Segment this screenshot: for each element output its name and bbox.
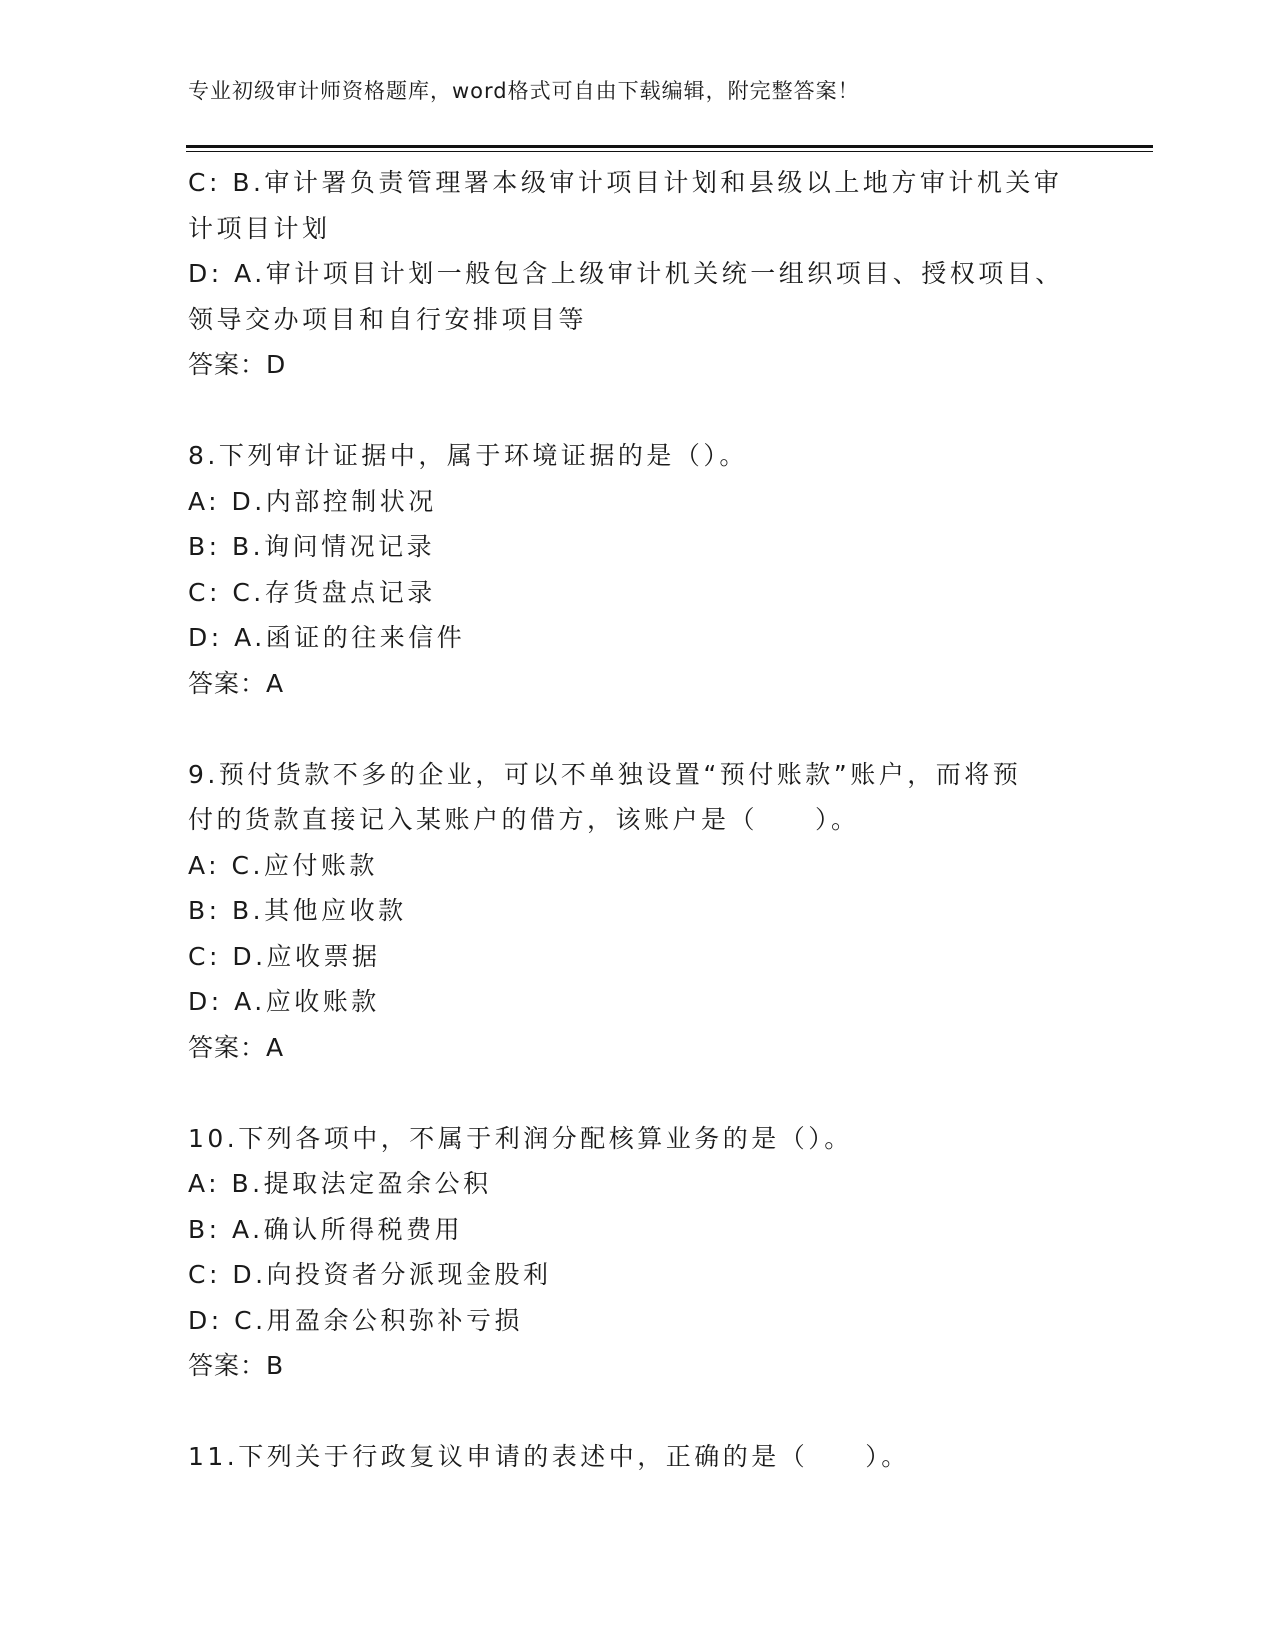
option-b: B: A.确认所得税费用	[188, 1214, 464, 1244]
question-8	[188, 433, 1088, 706]
header-rule-thin	[186, 151, 1153, 152]
option-c: C: D.应收票据	[188, 941, 381, 971]
question-stem: 11.下列关于行政复议申请的表述中，正确的是（ ）。	[188, 1442, 910, 1471]
option-c: C: B.审计署负责管理署本级审计项目计划和县级以上地方审计机关审	[188, 168, 1063, 197]
header-rule-thick	[186, 145, 1153, 148]
option-b: B: B.其他应收款	[188, 896, 407, 925]
answer: 答案：B	[188, 1351, 285, 1380]
question-stem: 9.预付货款不多的企业，可以不单独设置“预付账款”账户，而将预	[188, 759, 1022, 789]
option-c: C: C.存货盘点记录	[188, 577, 436, 607]
option-d: D: A.函证的往来信件	[188, 623, 466, 652]
question-stem: 8.下列审计证据中，属于环境证据的是（）。	[188, 441, 748, 470]
answer: 答案：A	[188, 1032, 285, 1062]
option-d-cont: 领导交办项目和自行安排项目等	[188, 304, 588, 334]
question-9	[188, 752, 1088, 1071]
option-d: D: C.用盈余公积弥补亏损	[188, 1305, 524, 1335]
answer: 答案：D	[188, 350, 287, 379]
question-11	[188, 1434, 1088, 1480]
option-c-cont: 计项目计划	[188, 213, 331, 243]
option-d: D: A.审计项目计划一般包含上级审计机关统一组织项目、授权项目、	[188, 259, 1064, 288]
question-content	[188, 160, 1088, 1480]
option-a: A: C.应付账款	[188, 850, 378, 880]
page-header: 专业初级审计师资格题库，word格式可自由下载编辑，附完整答案！	[188, 79, 860, 103]
option-b: B: B.询问情况记录	[188, 532, 436, 561]
question-stem: 10.下列各项中，不属于利润分配核算业务的是（）。	[188, 1123, 853, 1153]
option-a: A: D.内部控制状况	[188, 486, 437, 516]
option-c: C: D.向投资者分派现金股利	[188, 1260, 552, 1289]
question-10	[188, 1116, 1088, 1389]
answer: 答案：A	[188, 668, 285, 698]
option-d: D: A.应收账款	[188, 987, 380, 1016]
option-a: A: B.提取法定盈余公积	[188, 1169, 492, 1198]
prev-question	[188, 160, 1088, 388]
question-stem-cont: 付的货款直接记入某账户的借方，该账户是（ ）。	[188, 805, 860, 834]
